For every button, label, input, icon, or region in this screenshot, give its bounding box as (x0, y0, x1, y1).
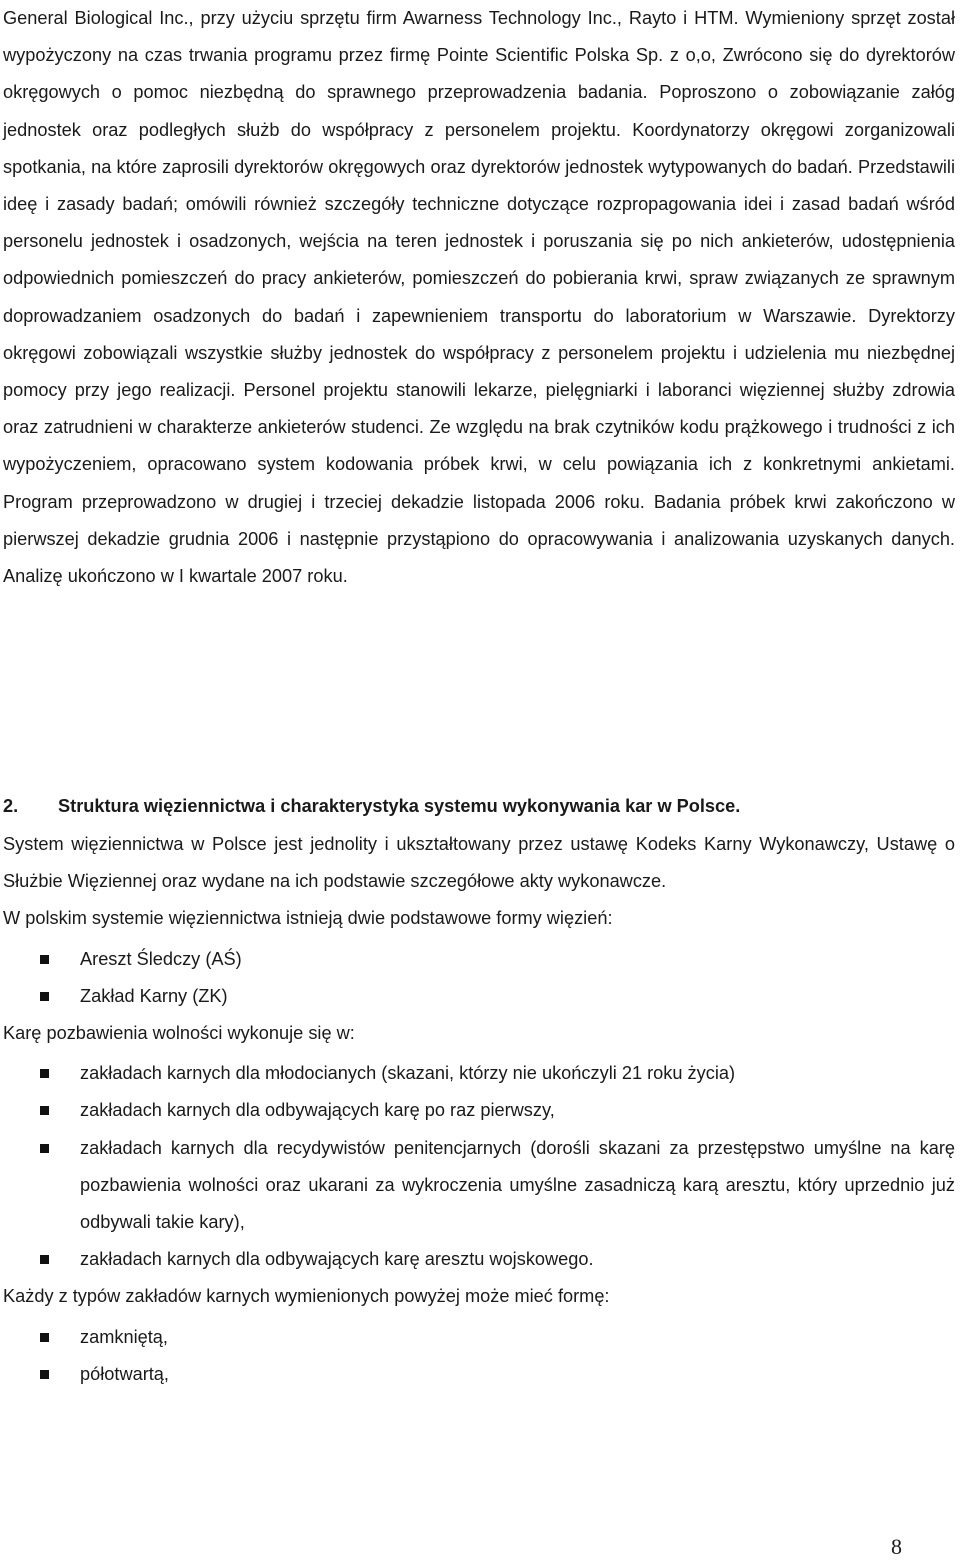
list-item-text: zakładach karnych dla młodocianych (skazani, którzy nie ukończyli 21 roku życia) (80, 1063, 736, 1084)
list-item-text: zamkniętą, (80, 1326, 168, 1347)
list-item (3, 941, 955, 978)
bullet-icon (40, 1106, 49, 1115)
bullet-icon (40, 955, 49, 964)
bullet-icon (40, 1144, 49, 1153)
list-item (3, 978, 955, 1015)
prison-forms-list (3, 941, 955, 1015)
facilities-list (3, 1055, 955, 1278)
bullet-icon (40, 1255, 49, 1264)
section-paragraph-3: Karę pozbawienia wolności wykonuje się w: (3, 1023, 355, 1044)
list-item-text: zakładach karnych dla odbywających karę aresztu wojskowego. (80, 1249, 594, 1270)
list-item (3, 1055, 955, 1092)
bullet-icon (40, 992, 49, 1001)
page-number: 8 (891, 1534, 902, 1559)
list-item-text: zakładach karnych dla odbywających karę po raz pierwszy, (80, 1100, 555, 1121)
list-item (3, 1319, 955, 1356)
list-item-text: Areszt Śledczy (AŚ) (80, 948, 242, 969)
section-body (3, 826, 955, 1393)
facility-types-list (3, 1319, 955, 1393)
bullet-icon (40, 1333, 49, 1342)
list-item (3, 1356, 955, 1393)
list-item (3, 1241, 955, 1278)
section-number: 2. (3, 796, 19, 816)
section-heading (3, 788, 955, 825)
section-paragraph-2: W polskim systemie więziennictwa istnieją dwie podstawowe formy więzień: (3, 908, 613, 929)
bullet-icon (40, 1069, 49, 1078)
section-title: Struktura więziennictwa i charakterystyka systemu wykonywania kar w Polsce. (58, 796, 741, 816)
list-item-text: półotwartą, (80, 1363, 169, 1384)
section-paragraph-4: Każdy z typów zakładów karnych wymienionych powyżej może mieć formę: (3, 1286, 610, 1307)
list-item (3, 1130, 955, 1242)
page-body (3, 0, 955, 595)
list-item-text: zakładach karnych dla recydywistów penitencjarnych (dorośli skazani za przestępstwo umyślne na karę pozbawienia wolności oraz ukarani za wykroczenia umyślne zasadniczą karą aresztu, który uprzednio już odbywali takie kary), (80, 1137, 955, 1233)
bullet-icon (40, 1370, 49, 1379)
section-paragraph-1: System więziennictwa w Polsce jest jednolity i ukształtowany przez ustawę Kodeks Karny Wykonawczy, Ustawę o Służbie Więziennej oraz wydane na ich podstawie szczegółowe akty wykonawcze. (3, 834, 955, 892)
list-item-text: Zakład Karny (ZK) (80, 985, 228, 1006)
intro-paragraph: General Biological Inc., przy użyciu sprzętu firm Awarness Technology Inc., Rayto i HTM. Wymieniony sprzęt został wypożyczony na czas trwania programu przez firmę Pointe Scientific Polska Sp. z o,o, Zwrócono się do dyrektorów okręgowych o pomoc niezbędną do sprawnego przeprowadzenia badania. Poproszono o zobowiązanie załóg jednostek oraz podległych służb do współpracy z personelem projektu. Koordynatorzy okręgowi zorganizowali spotkania, na które zaprosili dyrektorów okręgowych oraz dyrektorów jednostek wytypowanych do badań. Przedstawili ideę i zasady badań; omówili również szczegóły techniczne dotyczące rozpropagowania idei i zasad badań wśród personelu jednostek i osadzonych, wejścia na teren jednostek i poruszania się po nich ankieterów, udostępnienia odpowiednich pomieszczeń do pracy ankieterów, pomieszczeń do pobierania krwi, spraw związanych ze sprawnym doprowadzaniem osadzonych do badań i zapewnieniem transportu do laboratorium w Warszawie. Dyrektorzy okręgowi zobowiązali wszystkie służby jednostek do współpracy z personelem projektu i udzielenia mu niezbędnej pomocy przy jego realizacji. Personel projektu stanowili lekarze, pielęgniarki i laboranci więziennej służby zdrowia oraz zatrudnieni w charakterze ankieterów studenci. Ze względu na brak czytników kodu prążkowego i trudności z ich wypożyczeniem, opracowano system kodowania próbek krwi, w celu powiązania ich z konkretnymi ankietami. Program przeprowadzono w drugiej i trzeciej dekadzie listopada 2006 roku. Badania próbek krwi zakończono w pierwszej dekadzie grudnia 2006 i następnie przystąpiono do opracowywania i analizowania uzyskanych danych. Analizę ukończono w I kwartale 2007 roku. (3, 8, 955, 587)
list-item (3, 1092, 955, 1129)
